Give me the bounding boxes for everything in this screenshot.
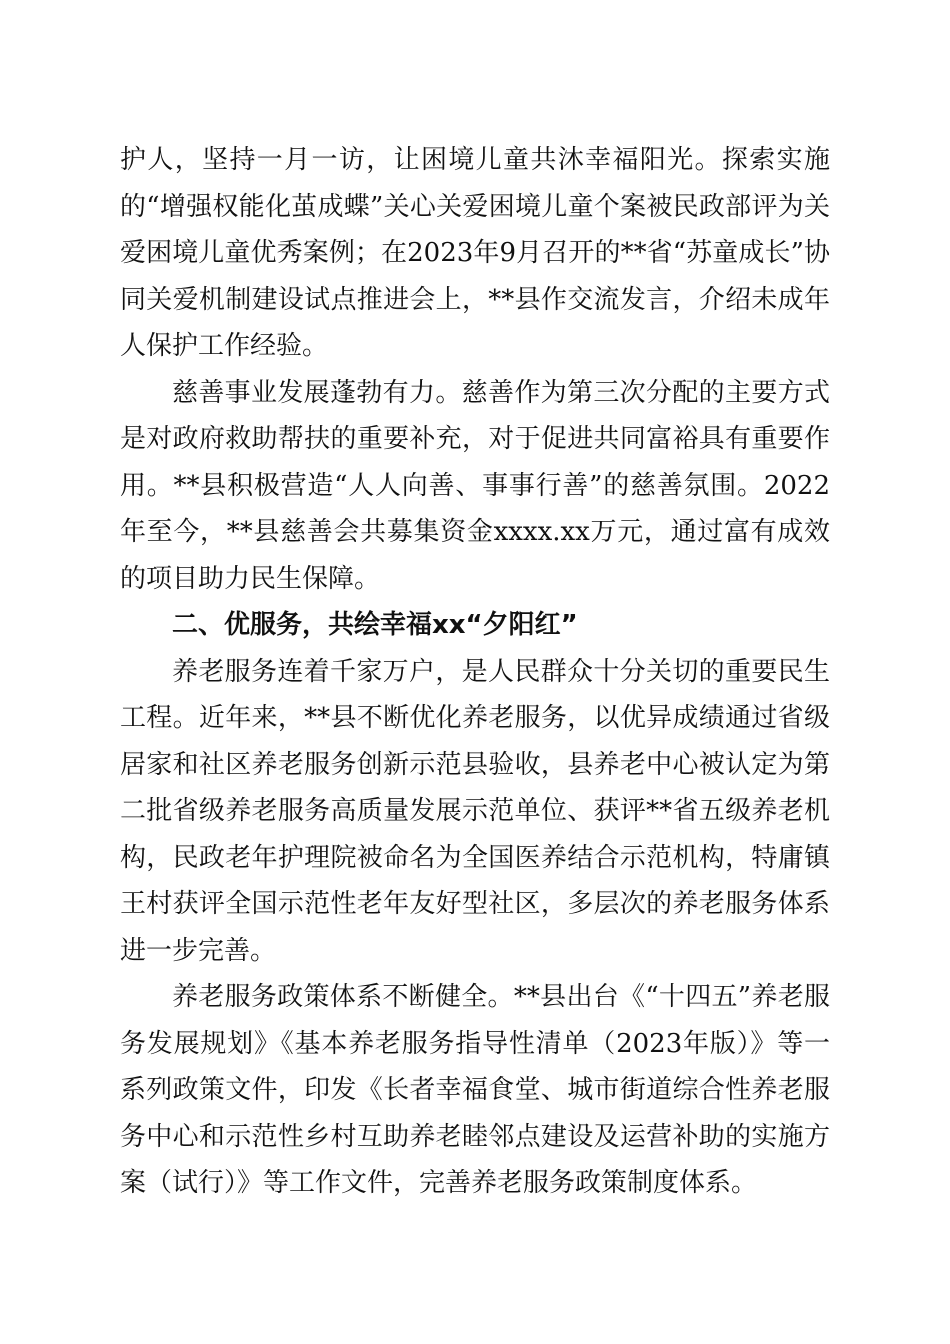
paragraph-elderly-services: 养老服务连着千家万户，是人民群众十分关切的重要民生工程。近年来，**县不断优化养老服务，以优异成绩通过省级居家和社区养老服务创新示范县验收，县养老中心被认定为第二批省级养老服务高质量发展示范单位、获评**省五级养老机构，民政老年护理院被命名为全国医养结合示范机构，特庸镇王村获评全国示范性老年友好型社区，多层次的养老服务体系进一步完善。 [120, 656, 830, 966]
section-heading: 二、优服务，共绘幸福xx“夕阳红” [172, 610, 578, 640]
paragraph-child-protection: 护人，坚持一月一访，让困境儿童共沐幸福阳光。探索实施的“增强权能化茧成蝶”关心关爱困境儿童个案被民政部评为关爱困境儿童优秀案例；在2023年9月召开的**省“苏童成长”协同关爱机制建设试点推进会上，**县作交流发言，介绍未成年人保护工作经验。 [120, 145, 830, 361]
document-body [120, 137, 830, 1207]
paragraph-charity: 慈善事业发展蓬勃有力。慈善作为第三次分配的主要方式是对政府救助帮扶的重要补充，对于促进共同富裕具有重要作用。**县积极营造“人人向善、事事行善”的慈善氛围。2022年至今，**县慈善会共募集资金xxxx.xx万元，通过富有成效的项目助力民生保障。 [120, 377, 830, 594]
paragraph-elderly-policy: 养老服务政策体系不断健全。**县出台《“十四五”养老服务发展规划》《基本养老服务指导性清单（2023年版）》等一系列政策文件，印发《长者幸福食堂、城市街道综合性养老服务中心和示范性乡村互助养老睦邻点建设及运营补助的实施方案（试行）》等工作文件，完善养老服务政策制度体系。 [120, 982, 830, 1198]
